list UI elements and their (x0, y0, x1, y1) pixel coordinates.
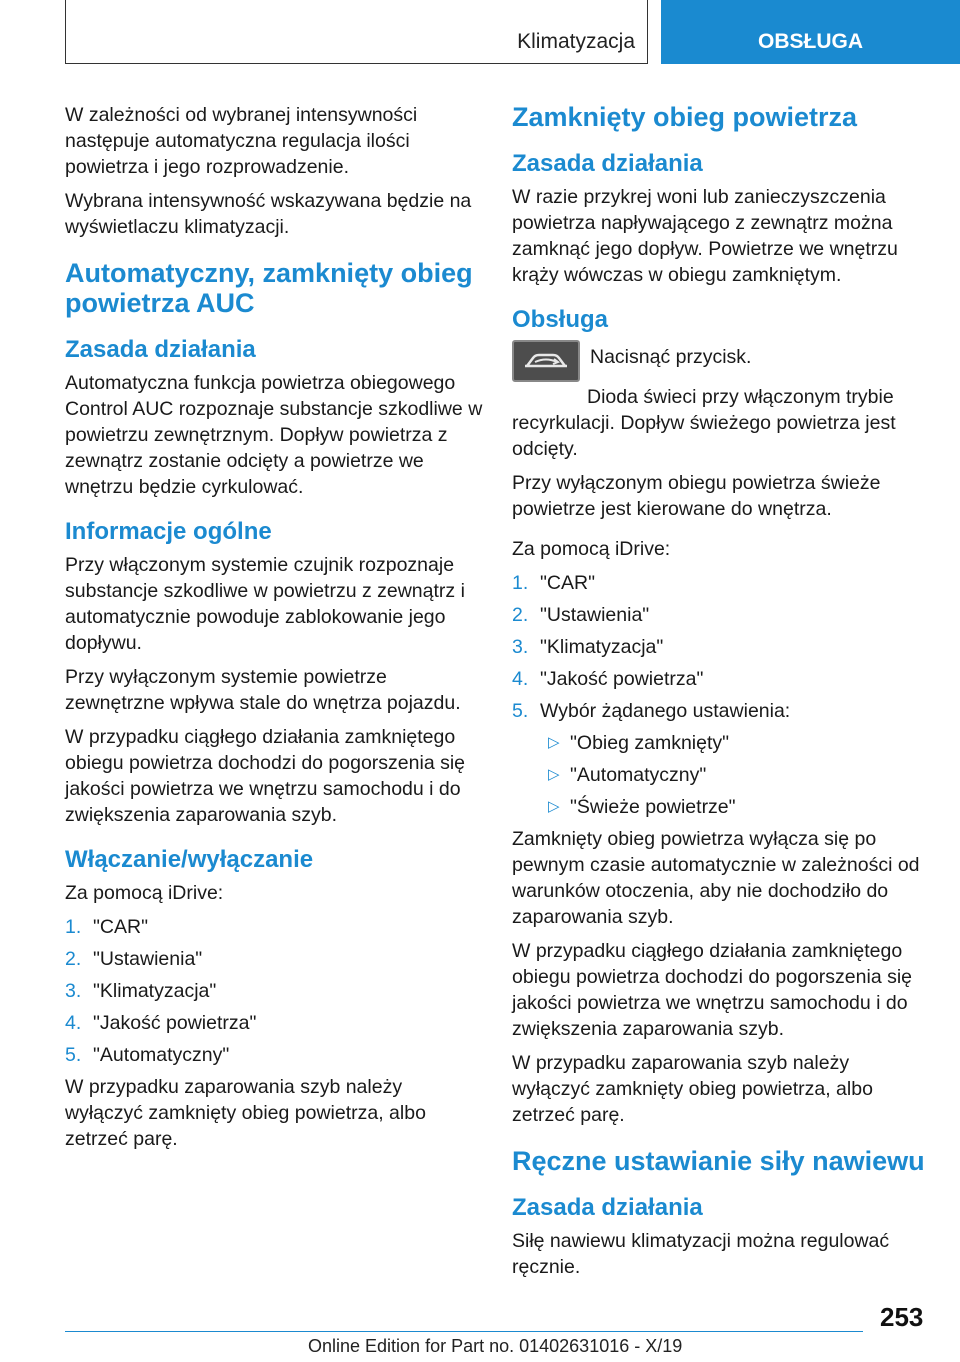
paragraph: W przypadku zaparowania szyb należy wyłączyć zamknięty obieg powietrza, albo zetrzeć parę. (512, 1052, 873, 1126)
list-item (512, 698, 930, 724)
list-text: "Świeże powietrze" (570, 796, 736, 818)
list-item (65, 1010, 483, 1036)
list-item (548, 762, 930, 788)
triangle-bullet-icon: ▷ (548, 766, 560, 783)
list-item (512, 570, 930, 596)
list-number: 1. (65, 916, 82, 938)
paragraph: Zamknięty obieg powietrza wyłącza się po pewnym czasie automatycznie w zależności od warunków otoczenia, aby nie dochodziło do zaparowania szyb. (512, 828, 920, 928)
subheading-zasada: Zasada działania (65, 336, 256, 363)
paragraph: Dioda świeci przy włączonym trybie recyrkulacji. Dopływ świeżego powietrza jest odcięty. (512, 386, 896, 460)
heading-manual-airflow: Ręczne ustawianie siły nawiewu (512, 1146, 925, 1176)
steps-list (512, 570, 930, 724)
paragraph: Automatyczna funkcja powietrza obiegowego Control AUC rozpoznaje substancje szkodliwe w powietrzu zewnętrznym. Dopływ powietrza z zewnątrz zostanie odcięty a powietrze we wnętrzu będzie cyrkulować. (65, 372, 483, 498)
heading-closed-circulation: Zamknięty obieg powietrza (512, 102, 858, 132)
paragraph: Za pomocą iDrive: (512, 538, 671, 560)
subheading-info: Informacje ogólne (65, 518, 272, 545)
triangle-bullet-icon: ▷ (548, 798, 560, 815)
list-text: "Automatyczny" (93, 1044, 230, 1066)
paragraph: Przy wyłączonym obiegu powietrza świeże powietrze jest kierowane do wnętrza. (512, 472, 881, 520)
list-text: "Jakość powietrza" (540, 668, 704, 690)
list-text: "Klimatyzacja" (540, 636, 664, 658)
settings-options-list (548, 730, 930, 820)
list-item (65, 978, 483, 1004)
recirculation-button-icon (512, 340, 580, 382)
paragraph: W zależności od wybranej intensywności następuje automatyczna regulacja ilości powietrza i jego rozprowadzenie. (65, 104, 418, 178)
subheading-obsluga: Obsługa (512, 306, 609, 333)
list-item (65, 914, 483, 940)
heading-auc: Automatyczny, zamknięty obieg powietrza AUC (65, 258, 473, 318)
paragraph: Nacisnąć przycisk. (590, 346, 752, 368)
list-text: "CAR" (93, 916, 149, 938)
footer-edition: Online Edition for Part no. 01402631016 - X/19 (308, 1336, 683, 1356)
section-title: Klimatyzacja (517, 30, 635, 53)
paragraph: W przypadku ciągłego działania zamkniętego obiegu powietrza dochodzi do pogorszenia się jakości powietrza we wnętrzu samochodu i do zwiększenia zaparowania szyb. (512, 940, 913, 1040)
list-number: 1. (512, 572, 529, 594)
list-number: 4. (65, 1012, 82, 1034)
list-item (512, 634, 930, 660)
header-frame (65, 0, 648, 64)
right-column (512, 102, 930, 1288)
footer-divider (65, 1331, 863, 1332)
subheading-onoff: Włączanie/wyłączanie (65, 846, 314, 873)
list-text: "Obieg zamknięty" (570, 732, 730, 754)
list-item (512, 666, 930, 692)
operation-row (512, 340, 930, 382)
steps-list (65, 914, 483, 1068)
paragraph: W razie przykrej woni lub zanieczyszczenia powietrza napływającego z zewnątrz można zamknąć jego dopływ. Powietrze we wnętrzu krąży wówczas w obiegu zamkniętym. (512, 186, 898, 286)
list-number: 5. (512, 700, 529, 722)
paragraph: Siłę nawiewu klimatyzacji można regulować ręcznie. (512, 1230, 890, 1278)
list-item (548, 730, 930, 756)
list-number: 2. (512, 604, 529, 626)
paragraph: W przypadku ciągłego działania zamkniętego obiegu powietrza dochodzi do pogorszenia się jakości powietrza we wnętrzu samochodu i do zwiększenia zaparowania szyb. (65, 726, 466, 826)
chapter-tab[interactable]: OBSŁUGA (661, 0, 960, 64)
paragraph: Przy włączonym systemie czujnik rozpoznaje substancje szkodliwe w powietrzu z zewnątrz i automatycznie powoduje zablokowanie jego dopływu. (65, 554, 465, 654)
list-number: 3. (65, 980, 82, 1002)
list-text: Wybór żądanego ustawienia: (540, 700, 791, 722)
paragraph: W przypadku zaparowania szyb należy wyłączyć zamknięty obieg powietrza, albo zetrzeć parę. (65, 1076, 426, 1150)
list-item (65, 946, 483, 972)
list-text: "Klimatyzacja" (93, 980, 217, 1002)
list-text: "Ustawienia" (540, 604, 650, 626)
paragraph: Wybrana intensywność wskazywana będzie na wyświetlaczu klimatyzacji. (65, 190, 472, 238)
list-text: "CAR" (540, 572, 596, 594)
list-item (548, 794, 930, 820)
list-item (512, 602, 930, 628)
page-number: 253 (880, 1302, 924, 1332)
list-number: 5. (65, 1044, 82, 1066)
triangle-bullet-icon: ▷ (548, 734, 560, 751)
list-text: "Automatyczny" (570, 764, 707, 786)
paragraph: Za pomocą iDrive: (65, 882, 224, 904)
list-number: 2. (65, 948, 82, 970)
list-text: "Ustawienia" (93, 948, 203, 970)
subheading-zasada: Zasada działania (512, 1194, 703, 1221)
list-item (65, 1042, 483, 1068)
subheading-zasada: Zasada działania (512, 150, 703, 177)
paragraph: Przy wyłączonym systemie powietrze zewnętrzne wpływa stale do wnętrza pojazdu. (65, 666, 461, 714)
list-text: "Jakość powietrza" (93, 1012, 257, 1034)
left-column (65, 102, 483, 1160)
list-number: 4. (512, 668, 529, 690)
list-number: 3. (512, 636, 529, 658)
